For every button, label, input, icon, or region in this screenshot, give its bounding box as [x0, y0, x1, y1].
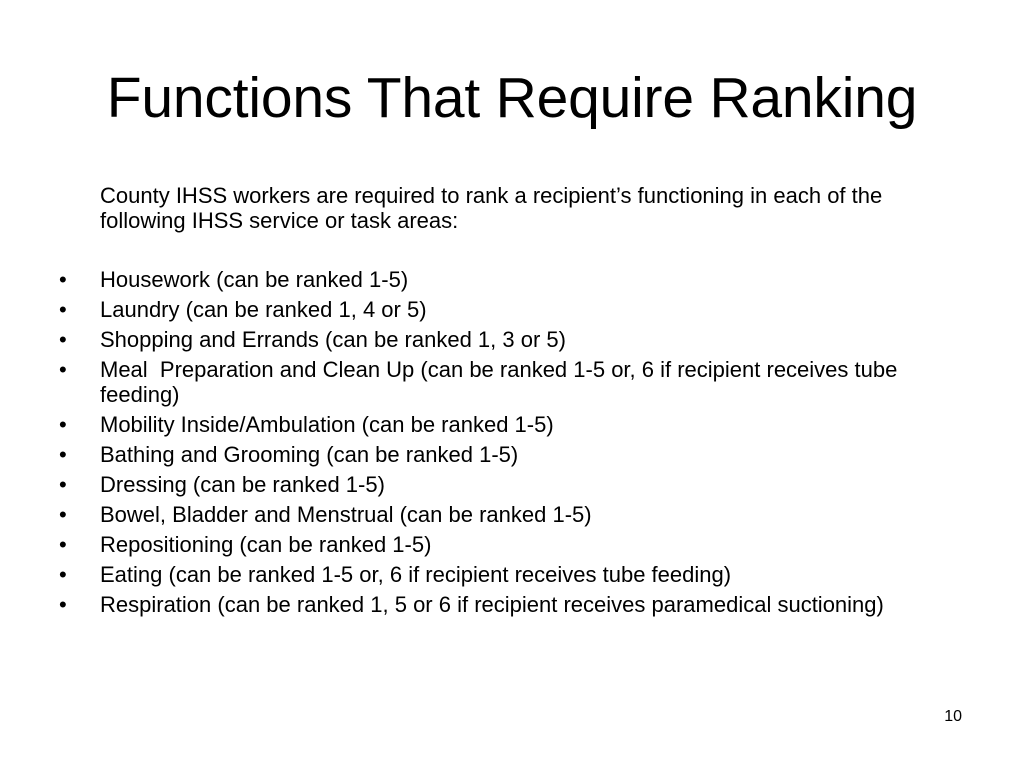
- bullet-icon: •: [59, 357, 67, 382]
- list-item-text: Repositioning (can be ranked 1-5): [100, 532, 432, 557]
- list-item: [0, 502, 920, 527]
- list-item: [0, 532, 920, 557]
- list-item-text: Dressing (can be ranked 1-5): [100, 472, 385, 497]
- list-item: [0, 297, 920, 322]
- slide-title: Functions That Require Ranking: [106, 66, 918, 130]
- bullet-list: [0, 267, 1024, 622]
- list-item: [0, 442, 920, 467]
- list-item-text: Bathing and Grooming (can be ranked 1-5): [100, 442, 519, 467]
- list-item-text: Shopping and Errands (can be ranked 1, 3 or 5): [100, 327, 566, 352]
- bullet-icon: •: [59, 327, 67, 352]
- list-item-text: Meal Preparation and Clean Up (can be ranked 1-5 or, 6 if recipient receives tube feeding): [100, 357, 904, 407]
- bullet-icon: •: [59, 502, 67, 527]
- bullet-icon: •: [59, 297, 67, 322]
- bullet-icon: •: [59, 562, 67, 587]
- intro-paragraph: County IHSS workers are required to rank a recipient’s functioning in each of the following IHSS service or task areas:: [100, 183, 883, 233]
- list-item: [0, 592, 920, 617]
- list-item: [0, 267, 920, 292]
- list-item-text: Bowel, Bladder and Menstrual (can be ranked 1-5): [100, 502, 592, 527]
- list-item-text: Mobility Inside/Ambulation (can be ranked 1-5): [100, 412, 554, 437]
- slide-number: 10: [944, 708, 962, 725]
- list-item: [0, 327, 920, 352]
- bullet-icon: •: [59, 267, 67, 292]
- bullet-icon: •: [59, 442, 67, 467]
- list-item: [0, 412, 920, 437]
- list-item: [0, 562, 920, 587]
- list-item: [0, 357, 920, 407]
- list-item-text: Housework (can be ranked 1-5): [100, 267, 409, 292]
- bullet-icon: •: [59, 532, 67, 557]
- bullet-icon: •: [59, 412, 67, 437]
- bullet-icon: •: [59, 592, 67, 617]
- list-item: [0, 472, 920, 497]
- list-item-text: Laundry (can be ranked 1, 4 or 5): [100, 297, 427, 322]
- list-item-text: Respiration (can be ranked 1, 5 or 6 if recipient receives paramedical suctioning): [100, 592, 884, 617]
- list-item-text: Eating (can be ranked 1-5 or, 6 if recipient receives tube feeding): [100, 562, 732, 587]
- bullet-icon: •: [59, 472, 67, 497]
